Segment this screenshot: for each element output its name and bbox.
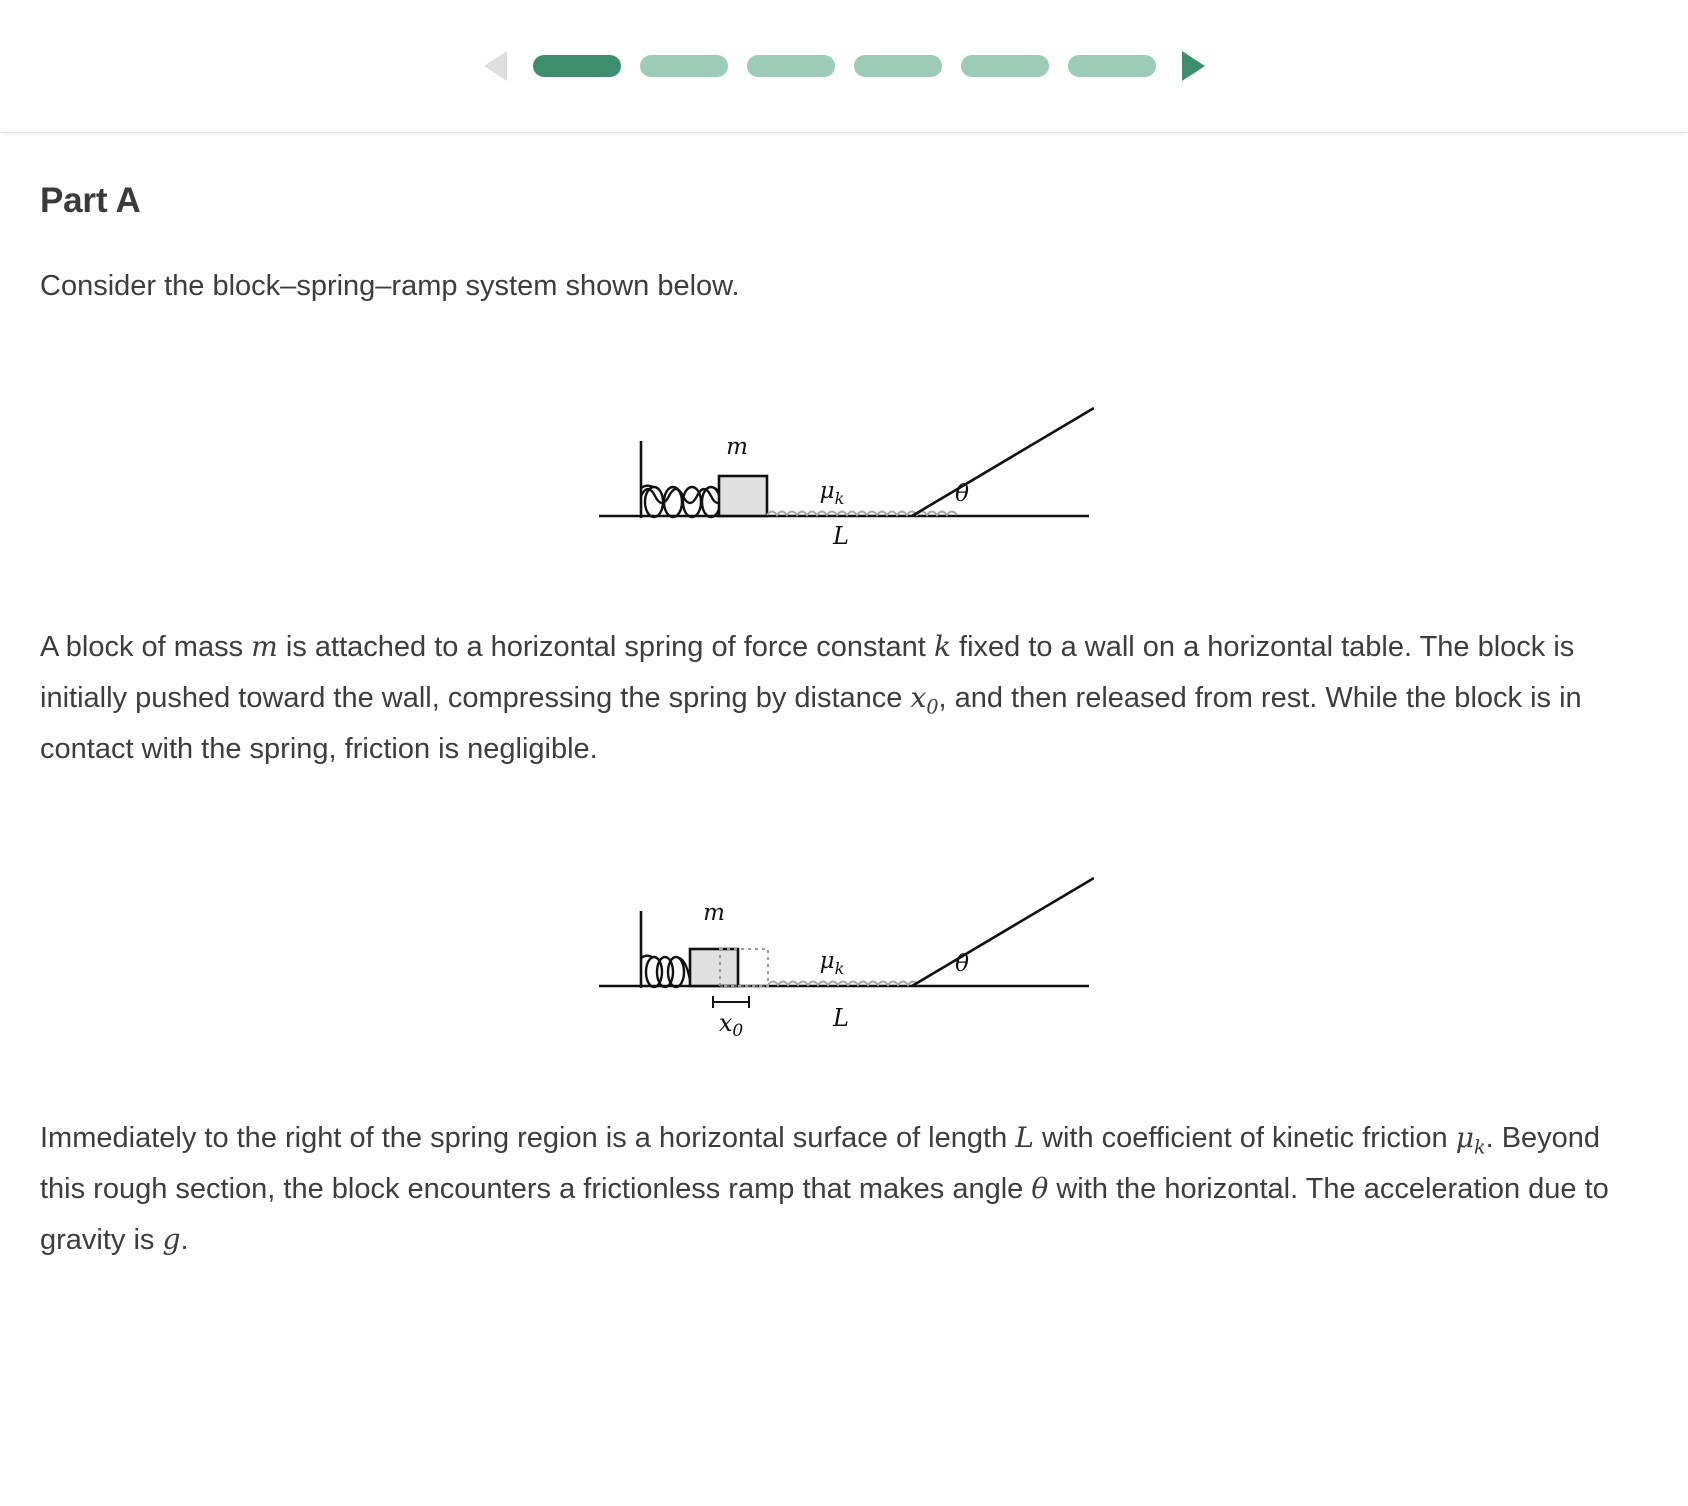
math-var-m: m xyxy=(251,629,278,663)
p2-seg1: A block of mass xyxy=(40,630,252,663)
progress-step-1[interactable] xyxy=(533,55,621,77)
math-var-x0-base: x xyxy=(910,680,927,714)
math-var-muk-base: μ xyxy=(1455,1121,1474,1155)
math-var-k: k xyxy=(933,629,951,663)
p2-seg3: fixed to a wall on a horizontal table. The block is initially pushed toward the wall, compressing the spring by distance xyxy=(40,630,1575,714)
paragraph-spring-setup xyxy=(40,622,1648,775)
paragraph-friction-ramp xyxy=(40,1113,1648,1266)
p3-seg5: . xyxy=(180,1224,189,1257)
figure-relaxed-spring xyxy=(40,376,1648,556)
question-content xyxy=(0,133,1688,1266)
progress-step-strip xyxy=(484,51,1205,81)
p2-seg2: is attached to a horizontal spring of force constant xyxy=(277,630,934,663)
p2-seg4: , and then released from rest. While the block is in contact with the spring, friction is negligible. xyxy=(40,681,1582,765)
figure-one-svg xyxy=(594,376,1094,556)
progress-step-2[interactable] xyxy=(640,55,728,77)
math-var-theta: θ xyxy=(1031,1172,1049,1206)
svg-text:m: m xyxy=(726,433,748,460)
svg-text:m: m xyxy=(703,900,725,927)
p3-seg2: with coefficient of kinetic friction xyxy=(1033,1122,1456,1155)
p3-seg3: . Beyond this rough section, the block encounters a frictionless ramp that makes angle xyxy=(40,1122,1601,1206)
figure-compressed-spring xyxy=(40,846,1648,1041)
figure-two-svg xyxy=(594,846,1094,1041)
progress-step-3[interactable] xyxy=(747,55,835,77)
svg-text:x0: $x_0$ xyxy=(718,1009,744,1042)
svg-text:L: L xyxy=(833,521,849,550)
lead-paragraph: Consider the block–spring–ramp system shown below. xyxy=(40,270,740,302)
math-var-g: g xyxy=(162,1223,181,1257)
p3-seg4: with the horizontal. The acceleration due to gravity is xyxy=(40,1173,1609,1257)
triangle-left-icon[interactable] xyxy=(484,51,507,81)
svg-text:μk: $\mu_k$ xyxy=(819,948,845,979)
math-var-x0 xyxy=(910,680,939,719)
svg-text:θ: θ xyxy=(955,480,969,507)
progress-header xyxy=(0,0,1688,133)
math-var-x0-sub: 0 xyxy=(926,695,939,719)
progress-step-5[interactable] xyxy=(961,55,1049,77)
math-var-muk xyxy=(1455,1121,1486,1159)
p3-seg1: Immediately to the right of the spring region is a horizontal surface of length xyxy=(40,1122,1016,1155)
page-title: Part A xyxy=(40,181,141,220)
triangle-right-icon[interactable] xyxy=(1182,51,1205,81)
svg-text:L: L xyxy=(833,1004,849,1033)
progress-step-6[interactable] xyxy=(1068,55,1156,77)
svg-text:μk: $\mu_k$ xyxy=(819,477,845,508)
math-var-L: L xyxy=(1015,1121,1034,1155)
math-var-muk-sub: k xyxy=(1474,1135,1486,1159)
progress-step-4[interactable] xyxy=(854,55,942,77)
svg-text:θ: θ xyxy=(955,951,969,978)
